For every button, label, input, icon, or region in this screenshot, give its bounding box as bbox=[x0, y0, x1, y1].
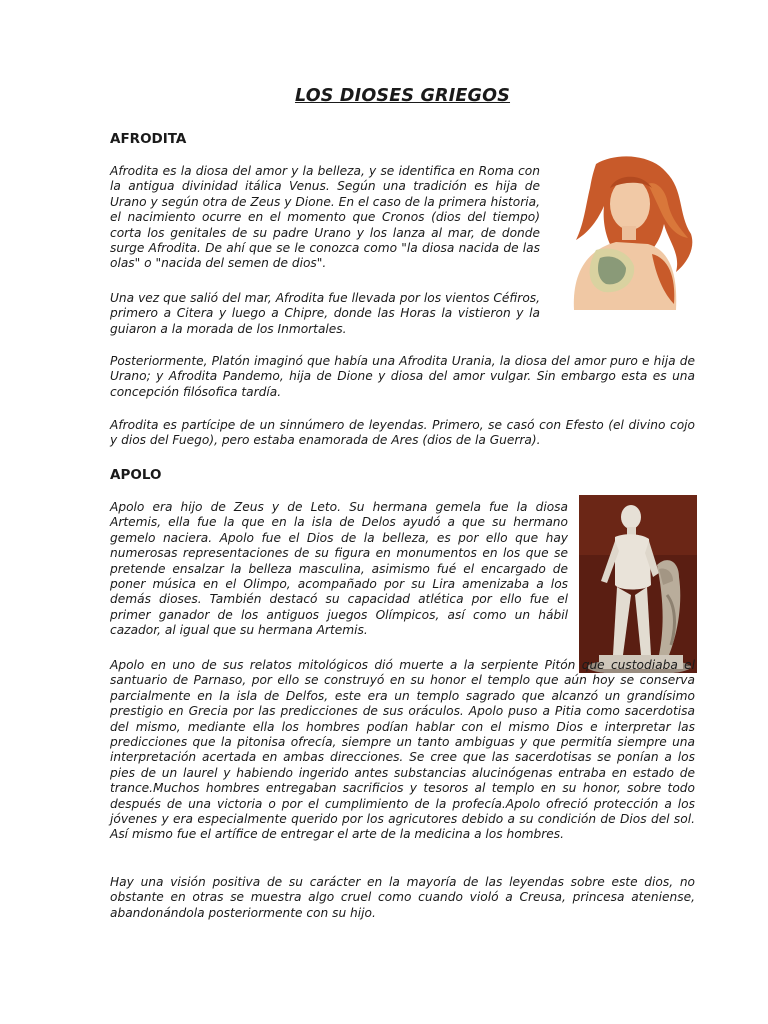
section-heading-afrodita: AFRODITA bbox=[110, 131, 187, 147]
section-heading-apolo: APOLO bbox=[110, 467, 162, 483]
paragraph-afrodita-1: Afrodita es la diosa del amor y la belleza, y se identifica en Roma con la antigua divinidad itálica Venus. Según una tradición es hija de Urano y según otra de Zeus y Dione. En el caso de la primera historia, el nacimiento ocurre en el momento que Cronos (dios del tiempo) corta los genitales de su padre Urano y los lanza al mar, de donde surge Afrodita. De ahí que se le conozca como "la diosa nacida de las olas" o "nacida del semen de dios". bbox=[110, 164, 540, 271]
apollo-statue-image bbox=[579, 495, 697, 673]
paragraph-afrodita-2: Una vez que salió del mar, Afrodita fue llevada por los vientos Céfiros, primero a Citera y luego a Chipre, donde las Horas la vistieron y la guiaron a la morada de los Inmortales. bbox=[110, 291, 540, 336]
paragraph-apolo-1: Apolo era hijo de Zeus y de Leto. Su hermana gemela fue la diosa Artemis, ella fue la que en la isla de Delos ayudó a que su hermano gemelo naciera. Apolo fue el Dios de la belleza, es por ello que hay numerosas representaciones de su figura en monumentos en los que se pretende ensalzar la belleza masculina, asimismo fué el encargado de poner música en el Olimpo, acompañado por su Lira amenizaba a los demás dioses. También destacó su capacidad atlética por ello fue el primer ganador de los antiguos juegos Olímpicos, así como un hábil cazador, al igual que su hermana Artemis. bbox=[110, 500, 568, 638]
paragraph-afrodita-4: Afrodita es partícipe de un sinnúmero de leyendas. Primero, se casó con Efesto (el divino cojo y dios del Fuego), pero estaba enamorada de Ares (dios de la Guerra). bbox=[110, 418, 695, 448]
paragraph-apolo-2: Apolo en uno de sus relatos mitológicos dió muerte a la serpiente Pitón que custodiaba el santuario de Parnaso, por ello se construyó en su honor el templo que aún hoy se conserva parcialmente en la isla de Delfos, este era un templo sagrado que alcanzó un grandísimo prestigio en Grecia por las predicciones de sus oráculos. Apolo puso a Pitia como sacerdotisa del mismo, mediante ella los hombres podían hablar con el mismo Dios e interpretar las predicciones que la pitonisa ofrecía, siempre un tanto ambiguas y que permitía siempre una interpretación acertada en ambas direcciones. Se cree que las sacerdotisas se ponían a los pies de un laurel y habiendo ingerido antes substancias alucinógenas entraba en estado de trance.Muchos hombres entregaban sacrificios y tesoros al templo en su honor, sobre todo después de una victoria o por el cumplimiento de la profecía.Apolo ofreció protección a los jóvenes y era especialmente querido por los agricutores debido a su condición de Dios del sol. Así mismo fue el artífice de entregar el arte de la medicina a los hombres. bbox=[110, 658, 695, 842]
venus-portrait-image bbox=[556, 154, 700, 310]
page-title: LOS DIOSES GRIEGOS bbox=[294, 86, 511, 106]
paragraph-afrodita-3: Posteriormente, Platón imaginó que había una Afrodita Urania, la diosa del amor puro e hija de Urano; y Afrodita Pandemo, hija de Dione y diosa del amor vulgar. Sin embargo esta es una concepción filósofica tardía. bbox=[110, 354, 695, 399]
paragraph-apolo-3: Hay una visión positiva de su carácter en la mayoría de las leyendas sobre este dios, no obstante en otras se muestra algo cruel como cuando violó a Creusa, princesa ateniense, abandonándola posteriormente con su hijo. bbox=[110, 875, 695, 920]
